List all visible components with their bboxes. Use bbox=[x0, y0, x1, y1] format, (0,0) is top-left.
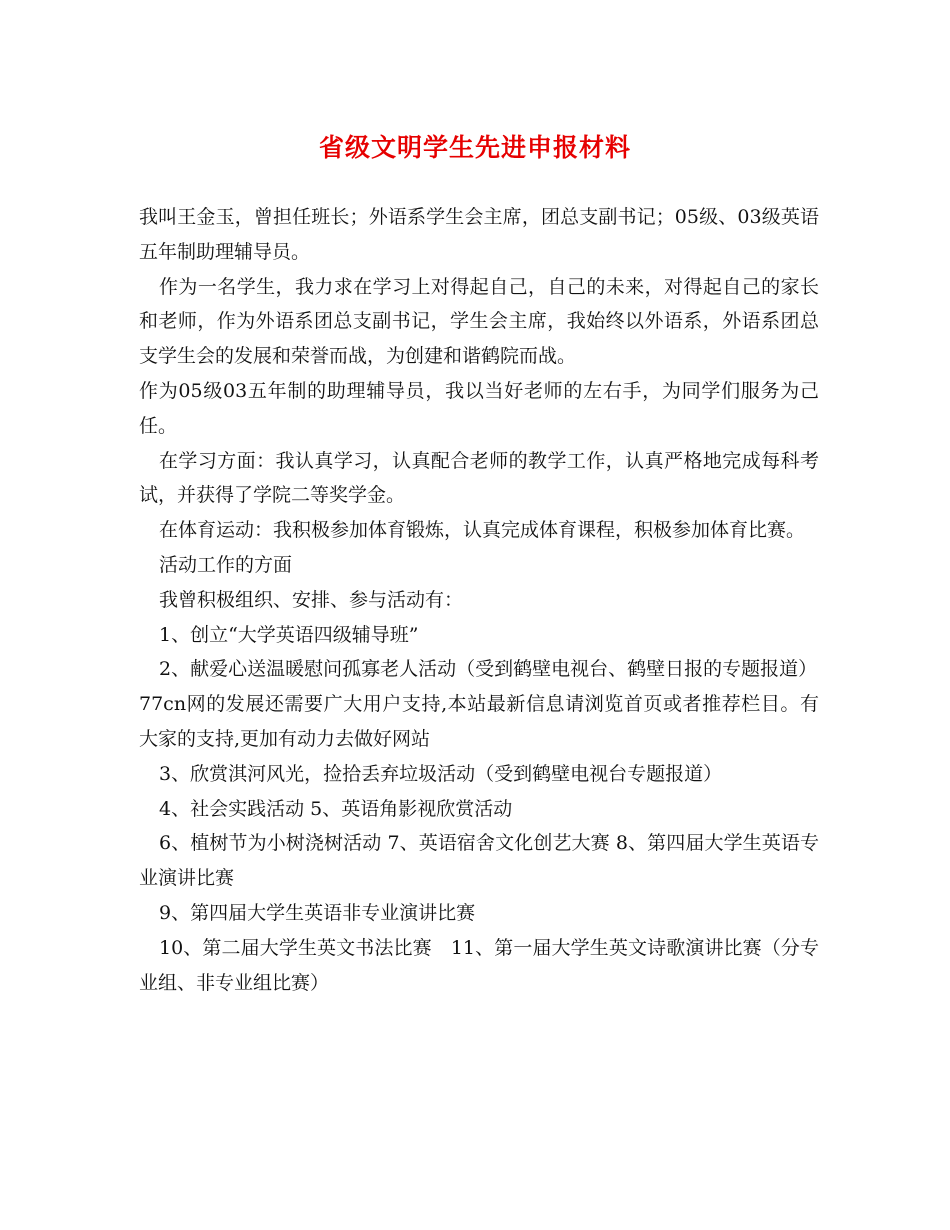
paragraph: 活动工作的方面 bbox=[159, 553, 293, 576]
paragraph: 2、献爱心送温暖慰问孤寡老人活动（受到鹤壁电视台、鹤壁日报的专题报道） bbox=[159, 658, 818, 681]
paragraph: 77cn网的发展还需要广大用户支持,本站最新信息请浏览首页或者推荐栏目。有大家的支持,更加有动力去做好网站 bbox=[139, 693, 819, 750]
document-title: 省级文明学生先进申报材料 bbox=[318, 133, 631, 162]
paragraph: 3、欣赏淇河风光，捡拾丢弃垃圾活动（受到鹤壁电视台专题报道） bbox=[159, 762, 723, 785]
document-body bbox=[139, 200, 819, 1000]
paragraph: 6、植树节为小树浇树活动 7、英语宿舍文化创艺大赛 8、第四届大学生英语专业演讲比赛 bbox=[139, 832, 819, 890]
paragraph: 我叫王金玉，曾担任班长；外语系学生会主席，团总支副书记；05级、03级英语五年制助理辅导员。 bbox=[139, 206, 819, 263]
paragraph: 10、第二届大学生英文书法比赛 11、第一届大学生英文诗歌演讲比赛（分专业组、非专业组比赛） bbox=[139, 936, 819, 994]
paragraph: 作为一名学生，我力求在学习上对得起自己，自己的未来，对得起自己的家长和老师，作为外语系团总支副书记，学生会主席，我始终以外语系，外语系团总支学生会的发展和荣誉而战，为创建和谐鹤院而战。 bbox=[139, 275, 819, 368]
paragraph: 我曾积极组织、安排、参与活动有： bbox=[159, 588, 464, 611]
paragraph: 在学习方面：我认真学习，认真配合老师的教学工作，认真严格地完成每科考试，并获得了学院二等奖学金。 bbox=[139, 449, 819, 507]
paragraph: 作为05级03五年制的助理辅导员，我以当好老师的左右手，为同学们服务为己任。 bbox=[139, 379, 819, 437]
paragraph: 9、第四届大学生英语非专业演讲比赛 bbox=[159, 901, 476, 924]
paragraph: 4、社会实践活动 5、英语角影视欣赏活动 bbox=[159, 797, 513, 820]
paragraph: 1、创立“大学英语四级辅导班” bbox=[159, 623, 419, 646]
paragraph: 在体育运动：我积极参加体育锻炼，认真完成体育课程，积极参加体育比赛。 bbox=[159, 519, 806, 542]
